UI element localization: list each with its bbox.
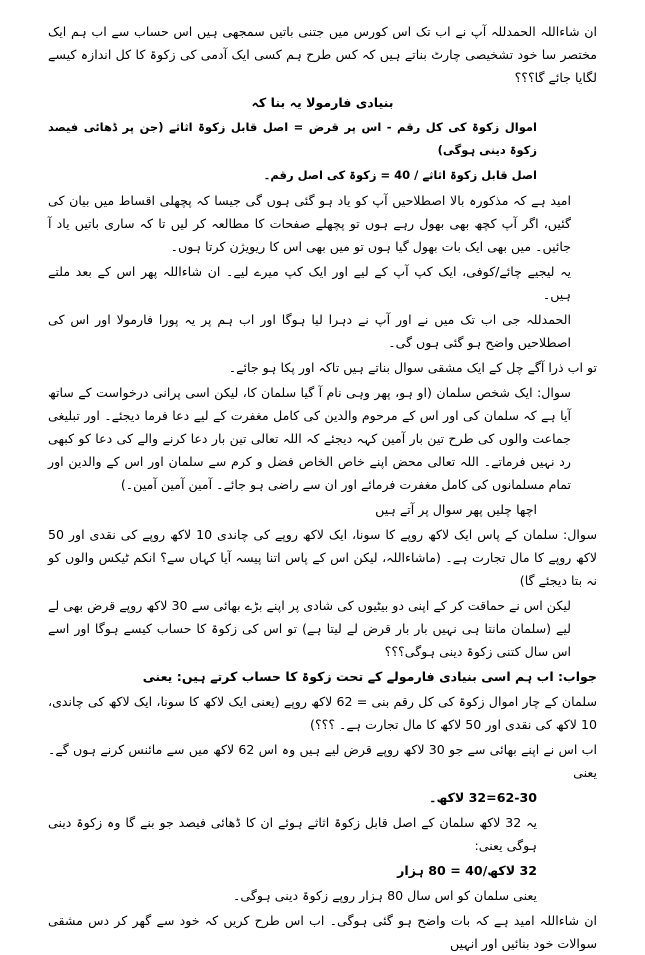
net-assets-paragraph: یہ 32 لاکھ سلمان کے اصل قابل زکوۃ اثاثے ہوئے ان کا ڈھائی فیصد جو بنے گا وہ زکوۃ دینی ہوگی یعنی:	[48, 815, 538, 853]
question-1-paragraph: سوال: ایک شخص سلمان (او ہو، پھر وہی نام آ گیا سلمان کا، لیکن اسی پرانی درخواست کے ساتھ آیا ہے کہ سلمان کی اور اس کے مرحوم والدین کی کامل مغفرت کے لیے دعا فرما دیجئے۔ اور تبلیغی جماعت والوں کی طرح تین بار آمین کہہ دیجئے کہ اللہ تعالی تین بار دعا کرنے والے کی دعا کو کبھی رد نہیں فرماتے۔ اللہ تعالی محض اپنے خاص الخاص فضل و کرم سے سلمان اور اس کے والدین اور تمام مسلمانوں کی کامل مغفرت فرمائے اور ان سے راضی ہو جائے۔ آمین آمین آمین۔)	[48, 385, 571, 492]
closing-line: ان شاءاللہ امید ہے کہ بات واضح ہو گئی ہوگی۔ اب اس طرح کریں کہ خود سے گھر کر دس مشقی سوالات خود بنائیں اور انہیں	[48, 913, 597, 951]
loan-paragraph: اب اس نے اپنے بھائی سے جو 30 لاکھ روپے قرض لیے ہیں وہ اس 62 لاکھ میں سے مائنس کرنے ہوں گے۔ یعنی	[48, 742, 597, 780]
calculation-1: 62-30=32 لاکھ۔	[429, 790, 537, 805]
but-paragraph: لیکن اس نے حماقت کر کے اپنی دو بیٹیوں کی شادی پر اپنے بڑے بھائی سے 30 لاکھ روپے قرض بھی لے لیے (سلمان مانتا ہی نہیں بار بار قرض لے لیتا ہے) تو اس کی زکوۃ کا حساب کیسے ہوگا اور اسے اس سال کتنی زکوۃ دینی ہوگی؟؟؟	[48, 598, 571, 659]
tea-paragraph: یہ لیجیے چائے/کوفی، ایک کپ آپ کے لیے اور ایک کپ میرے لیے۔ ان شاءاللہ پھر اس کے بعد ملتے ہیں۔	[48, 264, 571, 302]
formula-heading: بنیادی فارمولا یہ بنا کہ	[251, 95, 394, 110]
hope-paragraph: امید ہے کہ مذکورہ بالا اصطلاحیں آپ کو یاد ہو گئی ہوں گی جیسا کہ پچھلی اقساط میں بیان کی گئیں، اگر آپ کچھ بھی بھول رہے ہوں تو پچھلے صفحات کا مطالعہ کر لیں تا کہ ساری باتیں یاد آ جائیں۔ میں بھی ایک بات بھول گیا ہوں تو میں بھی اس کا ریویژن کرتا ہوں۔	[48, 193, 571, 254]
calculation-2: 32 لاکھ/40 = 80 ہزار	[397, 863, 537, 878]
intro-paragraph: ان شاءاللہ الحمدللہ آپ نے اب تک اس کورس میں جتنی باتیں سمجھی ہیں اس حساب سے اب ہم ایک مختصر سا خود تشخیصی چارٹ بناتے ہیں کہ کس طرح ہم کسی ایک آدمی کی زکوۃ کا کل اندازہ کیسے لگایا جائے گا؟؟؟	[48, 24, 597, 85]
formula-line-1: اموال زکوۃ کی کل رقم - اس پر قرض = اصل قابل زکوۃ اثاثے (جن پر ڈھائی فیصد زکوۃ دینی ہوگی)	[48, 120, 537, 157]
lets-go-line: اچھا چلیں پھر سوال پر آتے ہیں	[375, 502, 537, 517]
practice-paragraph: تو اب ذرا آگے چل کے ایک مشقی سوال بناتے ہیں تاکہ اور پکا ہو جائے۔	[228, 360, 597, 375]
question-2-paragraph: سوال: سلمان کے پاس ایک لاکھ روپے کا سونا، ایک لاکھ روپے کی چاندی 10 لاکھ روپے کی نقدی اور 50 لاکھ روپے کا مال تجارت ہے۔ (ماشاءاللہ، لیکن اس کے پاس اتنا پیسہ آیا کہاں سے؟ انکم ٹیکس والوں کو نہ بتا دیجئے گا)	[48, 527, 597, 588]
assets-paragraph: سلمان کے چار اموال زکوۃ کی کل رقم بنی = 62 لاکھ روپے (یعنی ایک لاکھ کا سونا، ایک لاکھ کی چاندی، 10 لاکھ کی نقدی اور 50 لاکھ کا مال تجارت ہے۔ ؟؟؟)	[48, 694, 597, 732]
formula-line-2: اصل قابل زکوۃ اثاثے / 40 = زکوۃ کی اصل رقم۔	[263, 168, 537, 182]
result-line: یعنی سلمان کو اس سال 80 ہزار روپے زکوۃ دینی ہوگی۔	[232, 888, 537, 903]
alhamdulillah-paragraph: الحمدللہ جی اب تک میں نے اور آپ نے دہرا لیا ہوگا اور اب ہم پر یہ پورا فارمولا اور اس کی اصطلاحیں واضح ہو گئی ہوں گی۔	[48, 312, 571, 350]
answer-line: جواب: اب ہم اسی بنیادی فارمولے کے تحت زکوۃ کا حساب کرتے ہیں: یعنی	[142, 669, 597, 684]
